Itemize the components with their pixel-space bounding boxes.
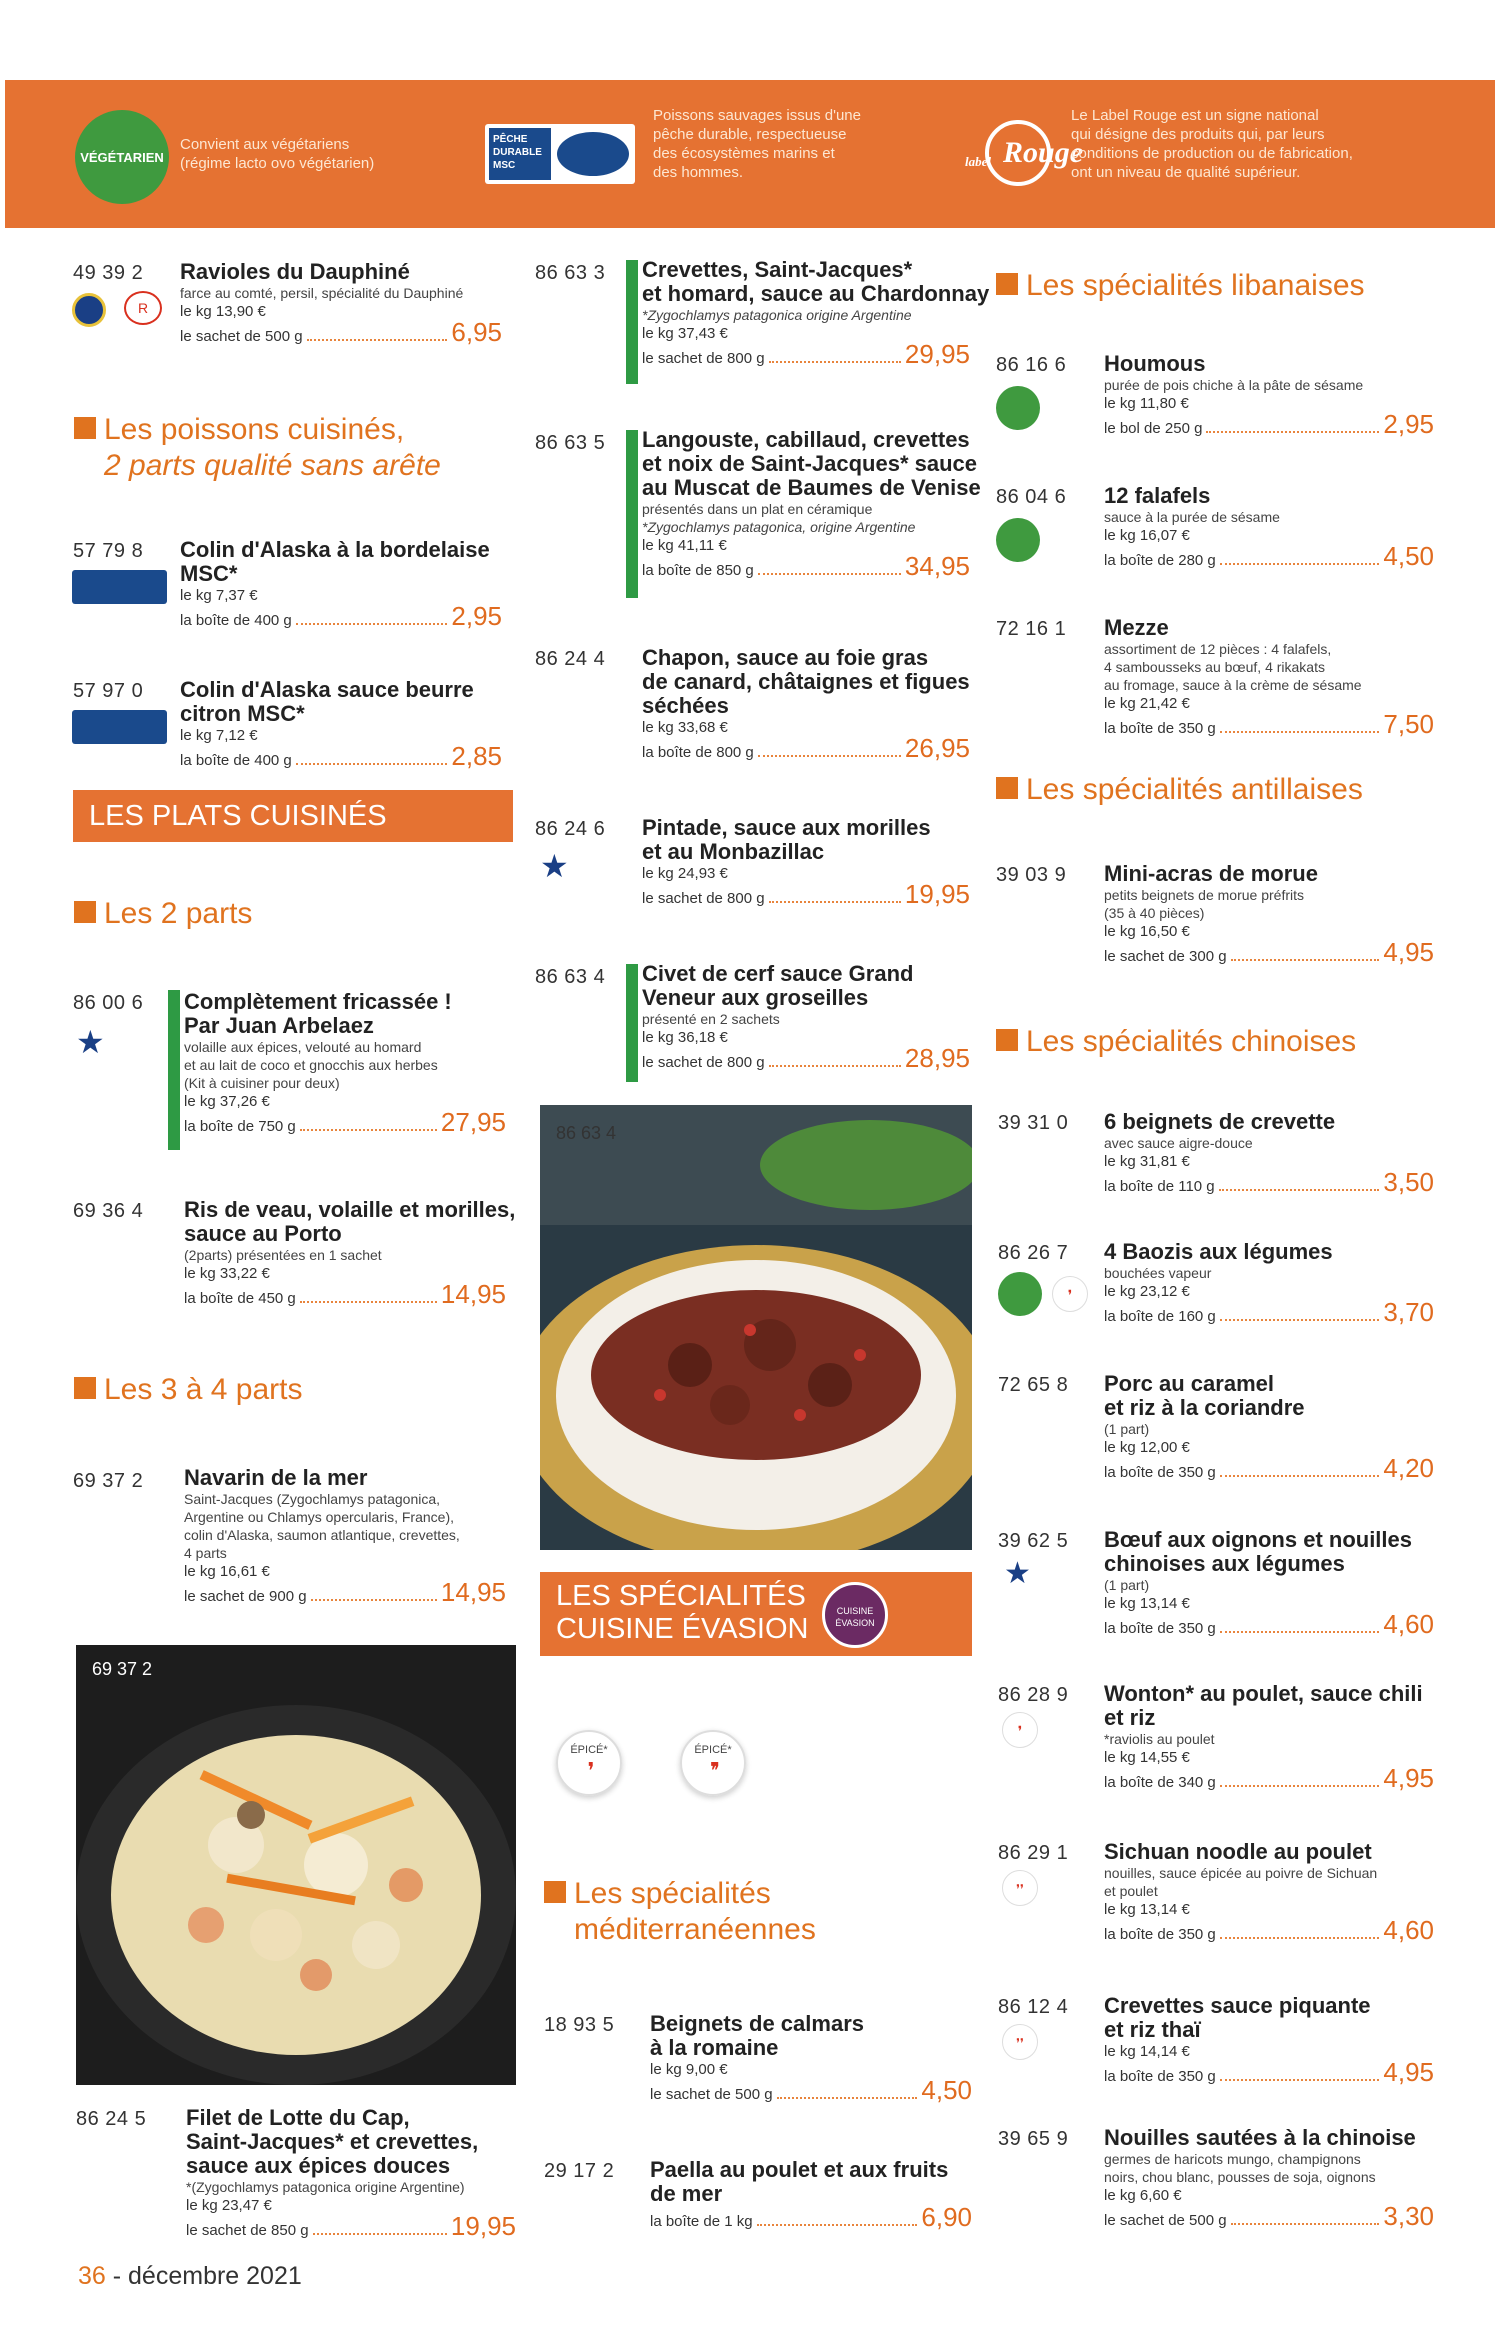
price: 6,95 xyxy=(451,317,502,347)
price: 4,95 xyxy=(1383,1763,1434,1793)
msc-legend-text: Poissons sauvages issus d'une pêche durable, respectueuse des écosystèmes marins et des hommes. xyxy=(653,107,861,181)
price: 3,50 xyxy=(1383,1167,1434,1197)
product-colin-bordelaise[interactable]: Colin d'Alaska à la bordelaise MSC* le kg 7,37 € la boîte de 400 g 2,95 xyxy=(180,537,502,631)
price: 4,60 xyxy=(1383,1609,1434,1639)
price: 2,95 xyxy=(1383,409,1434,439)
product-mezze[interactable]: Mezze assortiment de 12 pièces : 4 falafels, 4 sambousseks au bœuf, 4 rikakats au fromage, sauce à la crème de sésame le kg 21,42 € la boîte de 350 g 7,50 xyxy=(1104,615,1434,739)
product-paella[interactable]: Paella au poulet et aux fruits de mer la boîte de 1 kg 6,90 xyxy=(650,2157,972,2232)
price: 29,95 xyxy=(904,339,970,369)
product-code: 86 63 3 xyxy=(535,262,606,284)
product-fricassee[interactable]: Complètement fricassée ! Par Juan Arbelaez volaille aux épices, velouté au homard et au lait de coco et gnocchis aux herbes (Kit à cuisiner pour deux) le kg 37,26 € la boîte de 750 g 27,95 xyxy=(184,990,506,1138)
product-beignets-crevette[interactable]: 6 beignets de crevette avec sauce aigre-douce le kg 31,81 € la boîte de 110 g 3,50 xyxy=(1104,1109,1434,1197)
price: 2,95 xyxy=(451,601,502,631)
product-lotte[interactable]: Filet de Lotte du Cap, Saint-Jacques* et crevettes, sauce aux épices douces *(Zygochlamys patagonica origine Argentine) le kg 23,47 € le sachet de 850 g 19,95 xyxy=(186,2105,516,2241)
section-heading-libanaises: Les spécialités libanaises xyxy=(996,268,1365,304)
price: 6,90 xyxy=(921,2202,972,2232)
section-heading-chinoises: Les spécialités chinoises xyxy=(996,1024,1356,1060)
product-porc-caramel[interactable]: Porc au caramel et riz à la coriandre (1 part) le kg 12,00 € la boîte de 350 g 4,20 xyxy=(1104,1371,1434,1483)
product-code: 18 93 5 xyxy=(544,2014,615,2036)
festive-green-bar xyxy=(168,990,180,1150)
banner-cuisine-evasion: LES SPÉCIALITÉS CUISINE ÉVASION CUISINE ÉVASION xyxy=(540,1572,972,1656)
section-heading-2-parts: Les 2 parts xyxy=(74,896,252,932)
photo-civet xyxy=(540,1105,972,1550)
page-footer: 36 - décembre 2021 xyxy=(78,2262,302,2290)
price: 4,95 xyxy=(1383,2057,1434,2087)
price: 4,50 xyxy=(1383,541,1434,571)
price: 3,70 xyxy=(1383,1297,1434,1327)
price: 4,50 xyxy=(921,2075,972,2105)
product-code: 49 39 2 xyxy=(73,262,144,284)
section-heading-antillaises: Les spécialités antillaises xyxy=(996,772,1363,808)
chili-mild-icon: ❜ xyxy=(1002,1712,1038,1748)
made-in-france-icon: ★ xyxy=(76,1024,105,1060)
veg-legend-text: Convient aux végétariens (régime lacto ovo végétarien) xyxy=(180,136,375,172)
product-code: 86 29 1 xyxy=(998,1842,1069,1864)
product-falafels[interactable]: 12 falafels sauce à la purée de sésame le kg 16,07 € la boîte de 280 g 4,50 xyxy=(1104,483,1434,571)
chili-hot-icon: ❜❜ xyxy=(1002,1870,1038,1906)
product-code: 86 24 5 xyxy=(76,2108,147,2130)
banner-plats-festifs: LES PLATS CUISINÉS FESTIFS xyxy=(73,790,513,842)
price: 14,95 xyxy=(440,1279,506,1309)
price: 27,95 xyxy=(440,1107,506,1137)
label-rouge-icon: R xyxy=(124,291,162,325)
product-calmars[interactable]: Beignets de calmars à la romaine le kg 9,00 € le sachet de 500 g 4,50 xyxy=(650,2011,972,2105)
product-code: 72 65 8 xyxy=(998,1374,1069,1396)
festive-green-bar xyxy=(626,430,638,598)
msc-icon xyxy=(72,570,167,604)
product-code: 86 63 5 xyxy=(535,432,606,454)
section-heading-3-a-4-parts: Les 3 à 4 parts xyxy=(74,1372,302,1408)
product-civet-de-cerf[interactable]: Civet de cerf sauce Grand Veneur aux groseilles présenté en 2 sachets le kg 36,18 € le sachet de 800 g 28,95 xyxy=(642,962,970,1074)
product-code: 86 63 4 xyxy=(535,966,606,988)
price: 7,50 xyxy=(1383,709,1434,739)
label-rouge-legend-text: Le Label Rouge est un signe national qui désigne des produits qui, par leurs conditions de production ou de fabrication, ont un niveau de qualité supérieur. xyxy=(1071,107,1353,181)
page-number: 36 xyxy=(78,2262,106,2290)
product-ris-de-veau[interactable]: Ris de veau, volaille et morilles, sauce au Porto (2parts) présentées en 1 sachet le kg 33,22 € la boîte de 450 g 14,95 xyxy=(184,1197,516,1309)
msc-icon xyxy=(72,710,167,744)
photo-code: 86 63 4 xyxy=(556,1123,617,1143)
veg-badge-label: VÉGÉTARIEN xyxy=(80,149,164,165)
product-pintade[interactable]: Pintade, sauce aux morilles et au Monbazillac le kg 24,93 € le sachet de 800 g 19,95 xyxy=(642,815,970,909)
product-code: 86 24 4 xyxy=(535,648,606,670)
product-code: 39 31 0 xyxy=(998,1112,1069,1134)
product-mini-acras[interactable]: Mini-acras de morue petits beignets de morue préfrits (35 à 40 pièces) le kg 16,50 € le sachet de 300 g 4,95 xyxy=(1104,861,1434,967)
price: 4,20 xyxy=(1383,1453,1434,1483)
product-code: 69 36 4 xyxy=(73,1200,144,1222)
price: 3,30 xyxy=(1383,2201,1434,2231)
product-code: 86 16 6 xyxy=(996,354,1067,376)
product-wonton[interactable]: Wonton* au poulet, sauce chili et riz *raviolis au poulet le kg 14,55 € la boîte de 340 g 4,95 xyxy=(1104,1681,1434,1793)
product-code: 39 03 9 xyxy=(996,864,1067,886)
product-code: 86 12 4 xyxy=(998,1996,1069,2018)
product-ravioles[interactable]: Ravioles du Dauphiné farce au comté, persil, spécialité du Dauphiné le kg 13,90 € le sachet de 500 g 6,95 xyxy=(180,259,502,347)
price: 19,95 xyxy=(904,879,970,909)
issue-date: décembre 2021 xyxy=(128,2262,302,2290)
vegetarian-icon xyxy=(996,386,1040,430)
product-code: 86 28 9 xyxy=(998,1684,1069,1706)
msc-label-icon: PÊCHE DURABLE MSC xyxy=(485,124,635,184)
product-code: 86 04 6 xyxy=(996,486,1067,508)
epice-mild-icon: ÉPICÉ* ❜ xyxy=(556,1730,622,1796)
igp-label-icon xyxy=(72,293,106,327)
product-code: 86 24 6 xyxy=(535,818,606,840)
product-houmous[interactable]: Houmous purée de pois chiche à la pâte de sésame le kg 11,80 € le bol de 250 g 2,95 xyxy=(1104,351,1434,439)
festive-green-bar xyxy=(626,260,638,384)
product-code: 86 00 6 xyxy=(73,992,144,1014)
price: 4,60 xyxy=(1383,1915,1434,1945)
label-rouge-logo-icon: label Rouge xyxy=(963,118,1073,188)
product-boeuf-oignons[interactable]: Bœuf aux oignons et nouilles chinoises aux légumes (1 part) le kg 13,14 € la boîte de 350 g 4,60 xyxy=(1104,1527,1434,1639)
product-baozis[interactable]: 4 Baozis aux légumes bouchées vapeur le kg 23,12 € la boîte de 160 g 3,70 xyxy=(1104,1239,1434,1327)
chili-hot-icon: ❜❜ xyxy=(1002,2024,1038,2060)
made-in-france-icon: ★ xyxy=(540,848,569,884)
product-code: 72 16 1 xyxy=(996,618,1067,640)
price: 34,95 xyxy=(904,551,970,581)
price: 28,95 xyxy=(904,1043,970,1073)
epice-hot-icon: ÉPICÉ* ❜❜ xyxy=(680,1730,746,1796)
civet-dish-image xyxy=(540,1105,972,1550)
product-code: 69 37 2 xyxy=(73,1470,144,1492)
product-code: 86 26 7 xyxy=(998,1242,1069,1264)
section-heading-mediterraneennes: Les spécialités méditerranéennes xyxy=(544,1876,816,1948)
vegetarian-icon xyxy=(996,518,1040,562)
vegetarian-icon xyxy=(998,1272,1042,1316)
section-heading-poissons: Les poissons cuisinés, 2 parts qualité sans arête xyxy=(74,412,441,484)
legend-band xyxy=(5,80,1495,228)
cuisine-evasion-logo-icon: CUISINE ÉVASION xyxy=(822,1582,888,1648)
product-colin-citron[interactable]: Colin d'Alaska sauce beurre citron MSC* le kg 7,12 € la boîte de 400 g 2,85 xyxy=(180,677,502,771)
product-chapon[interactable]: Chapon, sauce au foie gras de canard, châtaignes et figues séchées le kg 33,68 € la boîte de 800 g 26,95 xyxy=(642,645,970,763)
price: 19,95 xyxy=(450,2211,516,2241)
product-crevettes-chardonnay[interactable]: Crevettes, Saint-Jacques* et homard, sauce au Chardonnay *Zygochlamys patagonica origine Argentine le kg 37,43 € le sachet de 800 g 29,95 xyxy=(642,258,970,370)
product-crevettes-piquante[interactable]: Crevettes sauce piquante et riz thaï le kg 14,14 € la boîte de 350 g 4,95 xyxy=(1104,1993,1434,2087)
product-code: 29 17 2 xyxy=(544,2160,615,2182)
photo-navarin xyxy=(76,1645,516,2085)
product-sichuan-noodle[interactable]: Sichuan noodle au poulet nouilles, sauce épicée au poivre de Sichuan et poulet le kg 13,14 € la boîte de 350 g 4,60 xyxy=(1104,1839,1434,1945)
vegetarian-badge-icon xyxy=(75,110,169,204)
navarin-dish-image xyxy=(76,1645,516,2085)
product-code: 57 97 0 xyxy=(73,680,144,702)
price: 4,95 xyxy=(1383,937,1434,967)
photo-code: 69 37 2 xyxy=(92,1659,153,1679)
product-code: 39 65 9 xyxy=(998,2128,1069,2150)
product-code: 39 62 5 xyxy=(998,1530,1069,1552)
made-in-france-icon: ★ xyxy=(1004,1557,1031,1590)
price: 2,85 xyxy=(451,741,502,771)
price: 26,95 xyxy=(904,733,970,763)
product-nouilles-sautees[interactable]: Nouilles sautées à la chinoise germes de haricots mungo, champignons noirs, chou blanc, pousses de soja, oignons le kg 6,60 € le sachet de 500 g 3,30 xyxy=(1104,2125,1434,2231)
price: 14,95 xyxy=(440,1577,506,1607)
product-code: 57 79 8 xyxy=(73,540,144,562)
chili-mild-icon: ❜ xyxy=(1052,1276,1088,1312)
product-navarin[interactable]: Navarin de la mer Saint-Jacques (Zygochlamys patagonica, Argentine ou Chlamys opercularis, France), colin d'Alaska, saumon atlantique, crevettes, 4 parts le kg 16,61 € le sachet de 900 g 14,95 xyxy=(184,1465,506,1607)
festive-green-bar xyxy=(626,964,638,1082)
product-langouste[interactable]: Langouste, cabillaud, crevettes et noix de Saint-Jacques* sauce au Muscat de Baumes de Venise présentés dans un plat en céramique *Zygochlamys patagonica, origine Argentine le kg 41,11 € la boîte de 850 g 34,95 xyxy=(642,428,970,582)
